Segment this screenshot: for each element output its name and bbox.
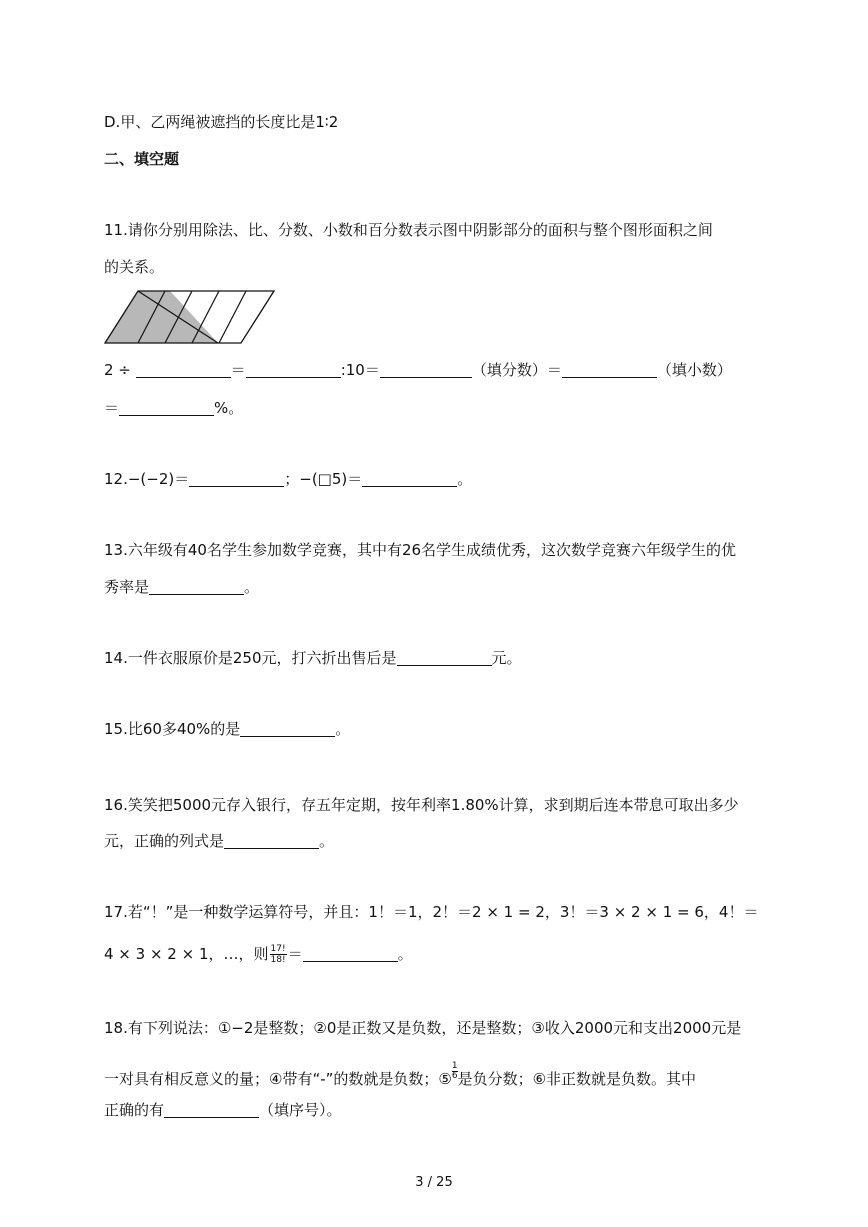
option-d: D.甲、乙两绳被遮挡的长度比是1∶2 <box>104 113 339 131</box>
q18-line2 <box>104 1062 696 1089</box>
q11-formula-line2 <box>104 398 243 418</box>
section-title: 二、填空题 <box>104 150 180 168</box>
q11-formula-line <box>104 360 732 380</box>
blank[interactable] <box>397 650 492 666</box>
q11-eq2: ＝ <box>104 399 120 417</box>
q17-eq: ＝ <box>287 945 303 963</box>
q11-line1: 11.请你分别用除法、比、分数、小数和百分数表示图中阴影部分的面积与整个图形面积之间 <box>104 221 713 239</box>
q18-text-c: 正确的有 <box>104 1101 165 1119</box>
q17-frac-den: 18! <box>270 955 286 965</box>
q18-line3 <box>104 1100 342 1120</box>
q16-text: 元，正确的列式是 <box>104 832 225 850</box>
page-number: 3 / 25 <box>415 1175 453 1190</box>
q14-end: 元。 <box>491 649 522 667</box>
q11-ratio: :10＝ <box>340 361 380 379</box>
q14-text: 14.一件衣服原价是250元，打六折出售后是 <box>104 649 397 667</box>
q18-line1: 18.有下列说法：①−2是整数；②0是正数又是负数，还是整数；③收入2000元和支出2000元是 <box>104 1019 742 1037</box>
q17-end: 。 <box>397 945 413 963</box>
q17-text: 4 × 3 × 2 × 1，…，则 <box>104 945 269 963</box>
parallelogram-figure <box>104 290 276 346</box>
q18-text-d: （填序号）。 <box>259 1101 342 1119</box>
blank[interactable] <box>149 579 244 595</box>
q12-sep: ； <box>284 470 300 488</box>
q16-line2 <box>104 831 334 851</box>
q12-expr2: −(□5)＝ <box>299 470 363 488</box>
q11-fill-dec: （填小数） <box>656 361 732 379</box>
q14 <box>104 648 522 668</box>
q13-line1: 13.六年级有40名学生参加数学竞赛，其中有26名学生成绩优秀，这次数学竞赛六年级学生的优 <box>104 541 737 559</box>
q11-start: 2 ÷ <box>104 361 131 379</box>
q17-line2 <box>104 944 413 965</box>
blank[interactable] <box>562 362 657 378</box>
q13-end: 。 <box>244 578 260 596</box>
q12-number: 12. <box>104 470 128 488</box>
q18-frac-den: 6 <box>451 1071 458 1081</box>
q11-eq1: ＝ <box>230 361 246 379</box>
q18-text-a: 一对具有相反意义的量；④带有“-”的数就是负数；⑤ <box>104 1070 452 1088</box>
q12 <box>104 469 472 489</box>
blank[interactable] <box>189 471 284 487</box>
q18-frac-num: 1 <box>451 1061 458 1071</box>
q12-end: 。 <box>457 470 473 488</box>
q16-line1: 16.笑笑把5000元存入银行，存五年定期，按年利率1.80%计算，求到期后连本带息可取出多少 <box>104 796 739 814</box>
q12-expr1: −(−2)＝ <box>127 470 190 488</box>
q15-end: 。 <box>335 720 351 738</box>
q17-fraction <box>270 944 287 965</box>
q11-line2: 的关系。 <box>104 258 165 276</box>
q11-fill-frac: （填分数）＝ <box>471 361 562 379</box>
q17-frac-num: 17! <box>270 944 286 954</box>
blank[interactable] <box>246 362 341 378</box>
q15-text: 15.比60多40%的是 <box>104 720 241 738</box>
q18-text-b: 是负分数；⑥非正数就是负数。其中 <box>457 1070 697 1088</box>
blank[interactable] <box>362 471 457 487</box>
blank[interactable] <box>303 946 398 962</box>
q11-pct: %。 <box>214 399 244 417</box>
blank[interactable] <box>380 362 472 378</box>
blank[interactable] <box>224 833 319 849</box>
blank[interactable] <box>136 362 231 378</box>
q13-text: 秀率是 <box>104 578 150 596</box>
q13-line2 <box>104 577 259 597</box>
q15 <box>104 719 350 739</box>
q16-end: 。 <box>319 832 335 850</box>
blank[interactable] <box>240 721 335 737</box>
blank[interactable] <box>119 400 214 416</box>
q17-line1: 17.若“！”是一种数学运算符号，并且：1！＝1，2！＝2 × 1 = 2，3！＝3 × 2 × 1 = 6，4！＝ <box>104 903 759 921</box>
blank[interactable] <box>164 1102 259 1118</box>
